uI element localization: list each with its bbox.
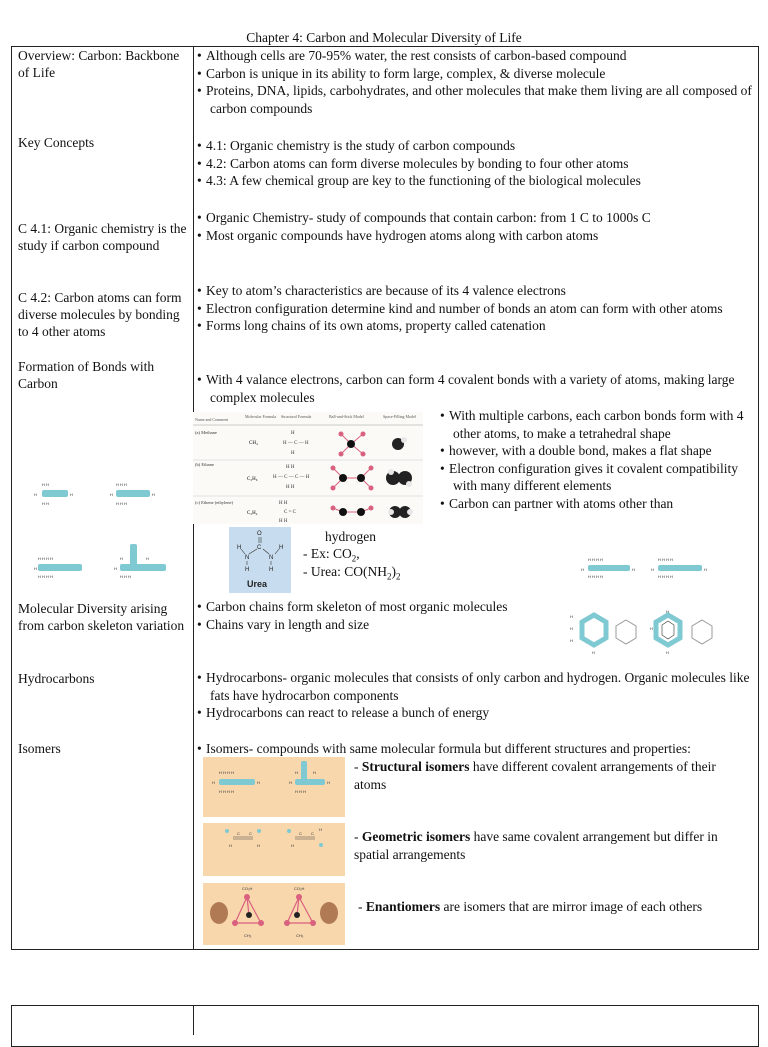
bullet: • With 4 valance electrons, carbon can form 4 covalent bonds with a variety of atoms, making large complex molecules (197, 371, 753, 406)
row-content-key-concepts (197, 137, 753, 190)
svg-text:H: H (581, 567, 584, 572)
structural-isomer-figure (203, 757, 345, 817)
row-content-diversity (197, 598, 557, 633)
svg-text:CH₃: CH₃ (296, 933, 304, 938)
row-content-c41 (197, 209, 753, 244)
bullet: • Carbon chains form skeleton of most organic molecules (197, 598, 557, 616)
bullet: • however, with a double bond, makes a flat shape (440, 442, 752, 460)
svg-text:C: C (257, 545, 262, 551)
molecule-name: (a) Methane (195, 430, 217, 435)
svg-text:H: H (295, 770, 298, 775)
row-label-key-concepts: Key Concepts (18, 135, 95, 150)
svg-text:H H: H H (279, 501, 288, 506)
svg-text:H H H H: H H H H (219, 770, 234, 775)
svg-text:H H: H H (286, 465, 295, 470)
example-urea: - Urea: $CO(NH_2)_2$ (303, 564, 401, 582)
svg-text:H — C — C — H: H — C — C — H (273, 475, 310, 480)
svg-text:H: H (570, 614, 573, 619)
enantiomers-text: - Enantiomers are isomers that are mirror image of each others (358, 899, 703, 914)
molecule-formula: C₂H₆ (247, 477, 258, 482)
svg-text:H H H H: H H H H (658, 557, 673, 562)
svg-text:H: H (237, 545, 242, 551)
geometric-isomer-figure (203, 823, 345, 876)
svg-text:H: H (666, 610, 669, 614)
svg-text:H: H (327, 780, 330, 785)
row-label-c41: C 4.1: Organic chemistry is the study if carbon compound (18, 221, 187, 253)
svg-text:H: H (650, 626, 653, 631)
svg-text:H: H (146, 556, 149, 561)
row-content-overview (197, 47, 753, 117)
bullet: • Forms long chains of its own atoms, property called catenation (197, 317, 753, 335)
svg-text:CH₃: CH₃ (244, 933, 252, 938)
svg-text:H: H (704, 567, 707, 572)
molecule-models-figure (193, 412, 423, 524)
bullet: • Isomers- compounds with same molecular formula but different structures and properties: (197, 740, 753, 758)
molecule-name: (b) Ethane (195, 462, 214, 467)
ring-structures-figure (566, 610, 716, 656)
svg-text:H: H (70, 492, 73, 497)
svg-text:H: H (245, 567, 250, 573)
svg-text:H: H (319, 827, 322, 832)
svg-text:C: C (249, 831, 252, 836)
svg-text:H H H H: H H H H (219, 789, 234, 794)
svg-text:H: H (592, 650, 595, 655)
next-page-table (11, 1005, 759, 1047)
bullet: • With multiple carbons, each carbon bonds form with 4 other atoms, to make a tetrahedral shape (440, 407, 752, 442)
header-structural-formula: Structural Formula (281, 414, 312, 419)
svg-text:H H H H: H H H H (588, 574, 603, 579)
svg-text:H H: H H (279, 519, 288, 524)
bullet: • 4.2: Carbon atoms can form diverse molecules by bonding to four other atoms (197, 155, 753, 173)
bullet: • Proteins, DNA, lipids, carbohydrates, and other molecules that make them living are all composed of carbon compounds (197, 82, 753, 117)
urea-caption: Urea (247, 579, 268, 589)
svg-text:H: H (313, 770, 316, 775)
svg-text:H H H H: H H H H (658, 574, 673, 579)
bullet: • Carbon is unique in its ability to form large, complex, & diverse molecule (197, 65, 753, 83)
svg-text:H H: H H (42, 501, 49, 506)
svg-text:H: H (291, 843, 294, 848)
isomers-bullet (197, 740, 753, 758)
svg-text:H: H (257, 843, 260, 848)
row-content-c42 (197, 282, 753, 335)
svg-text:H H H H: H H H H (38, 574, 53, 579)
svg-text:H: H (120, 556, 123, 561)
row-label-formation: Formation of Bonds with Carbon (18, 359, 155, 391)
svg-text:O: O (257, 531, 262, 537)
svg-text:N: N (269, 555, 274, 561)
header-molecular-formula: Molecular Formula (245, 414, 276, 419)
svg-text:H: H (257, 780, 260, 785)
carbon-chain-sketches (580, 555, 710, 580)
svg-text:H: H (666, 650, 669, 655)
svg-text:C: C (237, 831, 240, 836)
bullet: • Although cells are 70-95% water, the rest consists of carbon-based compound (197, 47, 753, 65)
svg-text:H: H (570, 626, 573, 631)
svg-text:H H H H: H H H H (38, 556, 53, 561)
svg-text:H H H: H H H (116, 482, 127, 487)
bullet: • Electron configuration gives it covalent compatibility with many different elements (440, 460, 752, 495)
urea-structure-figure (229, 527, 291, 593)
bullet: • Key to atom’s characteristics are because of its 4 valence electrons (197, 282, 753, 300)
svg-text:H H H: H H H (295, 789, 306, 794)
svg-text:H: H (114, 566, 117, 571)
svg-text:Name and Comment: Name and Comment (195, 417, 229, 422)
structural-isomers-text: - Structural isomers have different covalent arrangements of their atoms (354, 759, 716, 792)
header-space-filling: Space-Filling Model (383, 414, 416, 419)
row-label-isomers: Isomers (18, 741, 61, 756)
svg-text:H: H (152, 492, 155, 497)
svg-text:H: H (34, 492, 37, 497)
row-label-c42: C 4.2: Carbon atoms can form diverse molecules by bonding to 4 other atoms (18, 290, 182, 339)
molecule-formula: C₂H₄ (247, 511, 258, 516)
svg-text:H H H H: H H H H (588, 557, 603, 562)
svg-text:H: H (289, 780, 292, 785)
svg-text:H: H (269, 567, 274, 573)
bullet: • Hydrocarbons- organic molecules that consists of only carbon and hydrogen. Organic molecules like fats have hydrocarbon components (197, 669, 753, 704)
geometric-isomers-text: - Geometric isomers have same covalent arrangement but differ in spatial arrangements (354, 829, 718, 862)
svg-text:H: H (570, 638, 573, 643)
example-co2: - Ex: $CO_2$, (303, 546, 360, 564)
svg-text:H H: H H (42, 482, 49, 487)
row-label-overview: Overview: Carbon: Backbone of Life (18, 48, 180, 80)
next-column-divider (193, 1005, 194, 1035)
molecule-name: (c) Ethene (ethylene) (195, 500, 233, 505)
svg-text:N: N (245, 555, 250, 561)
bullet: • Hydrocarbons can react to release a bunch of energy (197, 704, 753, 722)
header-ball-stick: Ball-and-Stick Model (329, 414, 364, 419)
svg-text:H H H: H H H (120, 574, 131, 579)
carbon-skeleton-sketches (34, 480, 184, 580)
bullet: • Chains vary in length and size (197, 616, 557, 634)
bullet: • Organic Chemistry- study of compounds that contain carbon: from 1 C to 1000s C (197, 209, 753, 227)
bullet: • Most organic compounds have hydrogen atoms along with carbon atoms (197, 227, 753, 245)
svg-text:H H: H H (286, 485, 295, 490)
svg-text:H: H (291, 431, 295, 436)
svg-text:H H H: H H H (116, 501, 127, 506)
svg-text:H: H (279, 545, 284, 551)
svg-text:C = C: C = C (284, 510, 296, 515)
hydrogen-word: hydrogen (325, 529, 376, 544)
row-content-hydrocarbons (197, 669, 753, 722)
svg-text:H: H (632, 567, 635, 572)
bullet: • 4.3: A few chemical group are key to the functioning of the biological molecules (197, 172, 753, 190)
svg-text:H: H (651, 567, 654, 572)
svg-text:CO₂H: CO₂H (294, 886, 305, 891)
formation-side-bullets (440, 407, 752, 512)
svg-text:C: C (299, 831, 302, 836)
svg-text:H: H (229, 843, 232, 848)
svg-text:H: H (110, 492, 113, 497)
svg-text:H: H (34, 566, 37, 571)
bullet: • Electron configuration determine kind and number of bonds an atom can form with other atoms (197, 300, 753, 318)
svg-text:H: H (212, 780, 215, 785)
bullet: • 4.1: Organic chemistry is the study of carbon compounds (197, 137, 753, 155)
bullet: • Carbon can partner with atoms other than (440, 495, 752, 513)
row-label-diversity: Molecular Diversity arising from carbon skeleton variation (18, 601, 185, 633)
row-label-hydrocarbons: Hydrocarbons (18, 671, 95, 686)
page-title: Chapter 4: Carbon and Molecular Diversity of Life (246, 30, 522, 45)
molecule-formula: CH₄ (249, 441, 258, 446)
svg-text:H — C — H: H — C — H (283, 441, 309, 446)
enantiomer-figure (203, 883, 345, 945)
svg-text:C: C (311, 831, 314, 836)
svg-text:CO₂H: CO₂H (242, 886, 253, 891)
svg-text:H: H (291, 451, 295, 456)
row-content-formation (197, 371, 753, 406)
